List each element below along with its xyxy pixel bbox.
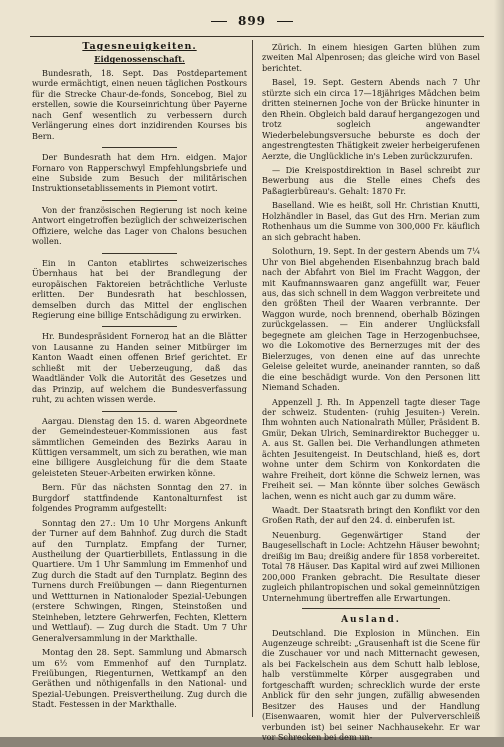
rule xyxy=(102,147,177,148)
article-paragraph: Solothurn, 19. Sept. In der gestern Abends um 7¼ Uhr von Biel abgehenden Eisenbahnzug brach bald nach der Abfahrt von Biel im Fracht Waggon, der mit Kaufmannswaaren ganz angefüllt war, Feuer aus, das sich schnell in dem Waggon verbreitete und den größten Theil der Waaren verbrannte. Der Waggon wurde, noch brennend, oberhalb Bözingen zurückgelassen. — Ein anderer Unglücksfall begegnete am gleichen Tage in Herzogenbuchsee, wo die Lokomotive des Bernerzuges mit der des Bielerzuges, von denen eine auf das unrechte Geleise geleitet wurde, aneinander rannten, so daß die eine beschädigt wurde. Von den Personen litt Niemand Schaden. xyxy=(262,246,480,393)
header-rule-right xyxy=(277,21,293,22)
top-rule xyxy=(30,36,484,37)
page-header xyxy=(0,14,504,34)
section-subtitle: Eidgenossenschaft. xyxy=(94,54,185,65)
right-column xyxy=(262,42,480,747)
rule xyxy=(302,608,440,609)
page-edge-shadow xyxy=(494,0,504,737)
article-paragraph: Baselland. Wie es heißt, soll Hr. Christian Knutti, Holzhändler in Basel, das Gut des Hrn. Merian zum Rothenhaus um die Summe von 300,000 Fr. käuflich an sich gebracht haben. xyxy=(262,200,480,242)
column-divider xyxy=(252,40,253,717)
article-paragraph: — Die Kreispostdirektion in Basel schreibt zur Bewerbung aus die Stelle eines Chefs des Paßagierbüreau's. Gehalt: 1870 Fr. xyxy=(262,164,480,196)
article-paragraph: Bundesrath, 18. Sept. Das Postdepartement wurde ermächtigt, einen neuen täglichen Postkours für die Strecke Chaur-de-fonds, Soncebog, Biel zu erstellen, sowie die Kourseinrichtung über Payerne nach Genf wesentlich zu verbessern durch Verlängerung eines dort inzidirenden Kourses bis Bern. xyxy=(32,67,247,141)
section-title: Tagesneuigkeiten. xyxy=(82,41,197,52)
rule xyxy=(102,411,177,412)
article-paragraph: Bern. Für das nächsten Sonntag den 27. in Burgdorf stattfindende Kantonalturnfest ist folgendes Programm aufgestellt: xyxy=(32,482,247,514)
article-paragraph: Appenzell J. Rh. In Appenzell tagte dieser Tage der schweiz. Studenten- (ruhig Jesuiten-) Verein. Ihm wohnten auch Nationalrath Müller, Präsident B. Gmür, Dekan Ulrich, Seminardirektor Buchegger u. A. aus St. Gallen bei. Die Verhandlungen athmeten ächten Jesuitengeist. In Deutschland, hieß es, dort wohne unter dem Schirm von Konkordaten die wahre Freiheit, dort könne die Schweiz lernen, was Freiheit sei. — Man könnte über solches Gewäsch lachen, wenn es nicht auch gar zu dumm wäre. xyxy=(262,396,480,501)
article-paragraph: Aargau. Dienstag den 15. d. waren Abgeordnete der Gemeindesteuer-Kommissionen aus fast sämmtlichen Gemeinden des Bezirks Aarau in Küttigen versammelt, um sich zu berathen, wie man eine billigere Ausgleichung für die dem Staate geleisteten Steuer-Arbeiten erwirken könne. xyxy=(32,415,247,478)
article-paragraph: Hr. Bundespräsident Forneroд hat an die Blätter von Lausanne zu Handen seiner Mitbürger im Kanton Waadt einen offenen Brief gerichtet. Er schließt mit der Ueberzeugung, daß das Waadtländer Volk die Autorität des Gesetzes und das Prinzip, auf welchem die Bundesverfassung ruht, zu achten wissen werde. xyxy=(32,331,247,405)
rule xyxy=(102,253,177,254)
article-paragraph: Der Bundesrath hat dem Hrn. eidgen. Major Fornaro von Rapperschwyl Empfehlungsbriefe und eine Subside zum Besuch der militärischen Instruktionsetablissements in Piemont votirt. xyxy=(32,152,247,194)
article-paragraph: Basel, 19. Sept. Gestern Abends nach 7 Uhr stürzte sich ein circa 17—18jähriges Mädchen beim dritten steinernen Joche von der Brücke hinunter in den Rhein. Obgleich bald darauf hergangezogen und trotz sogleich angewandter Wiederbelebungsversuche beburste es doch der angestrengtesten Thätigkeit zweier herbeigerufenen Aerzte, die Unglückliche in's Leben zurückzurufen. xyxy=(262,77,480,161)
article-paragraph: Montag den 28. Sept. Sammlung und Abmarsch um 6½ vom Emmenhof auf den Turnplatz. Freiübungen, Riegenturnen, Wettkampf an den Geräthen und nöthigenfalls in den National- und Spezial-Uebungen. Preisvertheilung. Zug durch die Stadt. Festessen in der Markthalle. xyxy=(32,647,247,710)
article-paragraph: Zürich. In einem hiesigen Garten blühen zum zweiten Mal Alpenrosen; das gleiche wird von Basel berichtet. xyxy=(262,42,480,73)
article-paragraph: Waadt. Der Staatsrath bringt den Konflikt vor den Großen Rath, der auf den 24. d. einberufen ist. xyxy=(262,505,480,526)
rule xyxy=(102,200,177,201)
rule xyxy=(102,326,177,327)
section-heading-ausland: Ausland. xyxy=(341,615,401,626)
article-paragraph: Deutschland. Die Explosion in München. Ein Augenzeuge schreibt: „Grausenhaft ist die Scene für die Zuschauer vor und nach Mitternacht gewesen, als bei Fackelschein aus dem Schutt halb leblose, halb verstümmelte Körper ausgegraben und fortgeschafft wurden; schrecklich wurde der erste Anblick für den sehr jungen, zufällig abwesenden Besitzer des Hauses und der Handlung (Eisenwaaren, womit hier der Pulververschleiß verbunden ist) bei seiner Nachhausekehr. Er war vor Schrecken bei dem un- xyxy=(262,627,480,743)
article-paragraph: Ein in Canton etablirtes schweizerisches Übernhaus hat bei der Brandlegung der europäischen Faktoreien beträchtliche Verluste erlitten. Der Bundesrath hat beschlossen, demselben durch das Mittel der englischen Regierung eine billige Entschädigung zu erwirken. xyxy=(32,257,247,320)
article-paragraph: Von der französischen Regierung ist noch keine Antwort eingetroffen bezüglich der schweizerischen Offiziere, welche das Lager von Chalons besuchen wollen. xyxy=(32,204,247,247)
page-number: 899 xyxy=(237,14,267,28)
left-column xyxy=(32,42,247,714)
header-rule-left xyxy=(211,21,227,22)
article-paragraph: Neuenburg. Gegenwärtiger Stand der Baugesellschaft in Locle: Achtzehn Häuser bewohnt; dreißig im Bau; dreißig andere für 1858 vorbereitet. Total 78 Häuser. Das Kapital wird auf zwei Millionen 200,000 Franken gebracht. Die Resultate dieser zugleich philantropischen und sokal gemeinnützigen Unternehmung übertreffen alle Erwartungen. xyxy=(262,529,480,603)
article-paragraph: Sonntag den 27.: Um 10 Uhr Morgens Ankunft der Turner auf dem Bahnhof. Zug durch die Stadt auf den Turnplatz. Empfang der Turner, Austheilung der Quartierbillets, Entlassung in die Quartiere. Um 1 Uhr Sammlung im Emmenhof und Zug durch die Stadt auf den Turnplatz. Beginn des Turnens durch Freiübungen — dann Riegenturnen und Wettturnen in Nationaloder Spezial-Uebungen (erstere Schwingen, Ringen, Steinstoßen und Steinheben, letztere Gehrwerfen, Fechten, Klettern und Wettlauf). — Zug durch die Stadt. Um 7 Uhr Generalversammlung in der Markthalle. xyxy=(32,517,247,643)
